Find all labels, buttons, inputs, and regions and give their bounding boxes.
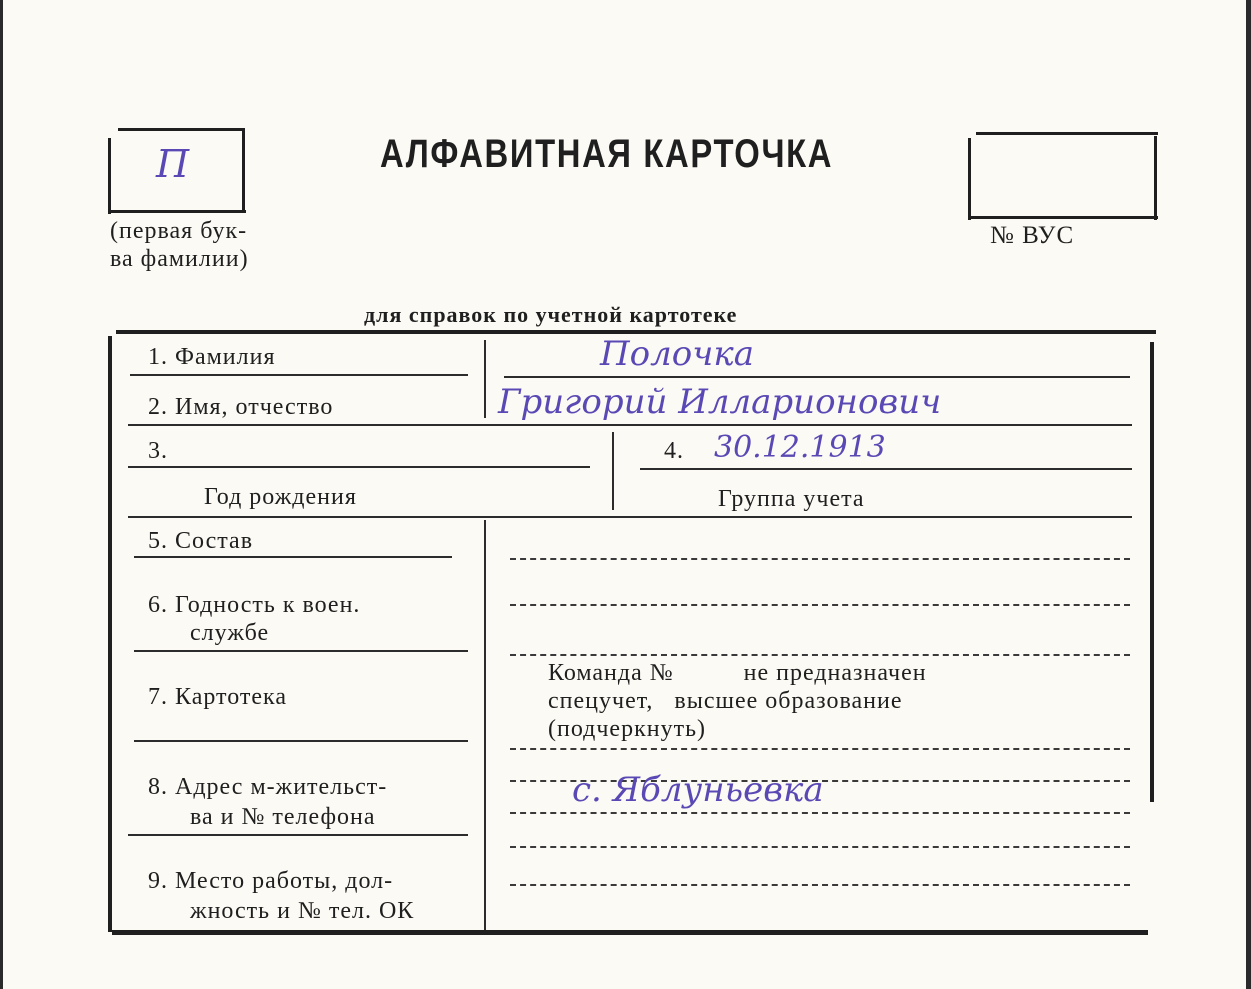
vus-box (968, 132, 1158, 222)
field-8-value: с. Яблуньевка (572, 770, 824, 810)
field-3-number: 3. (148, 438, 168, 464)
field-6-label-line1: 6. Годность к воен. (148, 592, 361, 618)
row1-divider (484, 340, 486, 418)
first-letter-caption-line2: ва фамилии) (110, 246, 249, 272)
field-9-label-line1: 9. Место работы, дол- (148, 868, 394, 894)
field-7-label: 7. Картотека (148, 684, 287, 710)
field-7-text-line2: спецучет, высшее образование (548, 688, 903, 714)
field-4-label: Группа учета (718, 486, 865, 512)
field-4-value: 30.12.1913 (714, 430, 886, 465)
field-1-value: Полочка (600, 334, 754, 374)
field-3-underline (128, 466, 590, 468)
field-7-text-line1: Команда № не предназначен (548, 660, 927, 686)
field-6-label-line2: службе (190, 620, 270, 646)
card-left-edge (0, 0, 3, 989)
table-bottom-border (112, 930, 1148, 935)
field-5-underline (134, 556, 452, 558)
field-1-label: 1. Фамилия (148, 344, 276, 370)
field-2-value: Григорий Илларионович (498, 382, 942, 422)
row2-underline (128, 424, 1132, 426)
field-4-number: 4. (664, 438, 684, 464)
first-letter-box (108, 128, 246, 212)
table-right-border (1150, 342, 1154, 802)
first-letter-caption-line1: (первая бук- (110, 218, 248, 244)
table-left-border (108, 336, 112, 932)
field-7-underline (134, 740, 468, 742)
fill-line-1 (510, 558, 1130, 560)
field-4-underline (640, 468, 1132, 470)
card-title: АЛФАВИТНАЯ КАРТОЧКА (380, 132, 834, 176)
field-8-label-line1: 8. Адрес м-жительст- (148, 774, 388, 800)
field-7-text-line3: (подчеркнуть) (548, 716, 707, 742)
fill-line-6 (510, 812, 1130, 814)
field-8-label-line2: ва и № телефона (190, 804, 376, 830)
field-9-label-line2: жность и № тел. ОК (190, 898, 415, 924)
field-1-value-underline (504, 376, 1130, 378)
card-subtitle: для справок по учетной картотеке (364, 302, 738, 327)
field-5-label: 5. Состав (148, 528, 254, 554)
fill-line-3 (510, 654, 1130, 656)
field-2-label: 2. Имя, отчество (148, 394, 334, 420)
fill-line-7 (510, 846, 1130, 848)
field-3-label: Год рождения (204, 484, 357, 510)
first-letter-value: П (156, 142, 190, 186)
row3-divider (612, 432, 614, 510)
lower-column-divider (484, 520, 486, 930)
field-8-underline (128, 834, 468, 836)
fill-line-8 (510, 884, 1130, 886)
fill-line-4 (510, 748, 1130, 750)
row34-bottom-line (128, 516, 1132, 518)
card-right-edge (1246, 0, 1251, 989)
field-6-underline (134, 650, 468, 652)
vus-label: № ВУС (990, 222, 1075, 249)
field-1-label-underline (130, 374, 468, 376)
fill-line-2 (510, 604, 1130, 606)
